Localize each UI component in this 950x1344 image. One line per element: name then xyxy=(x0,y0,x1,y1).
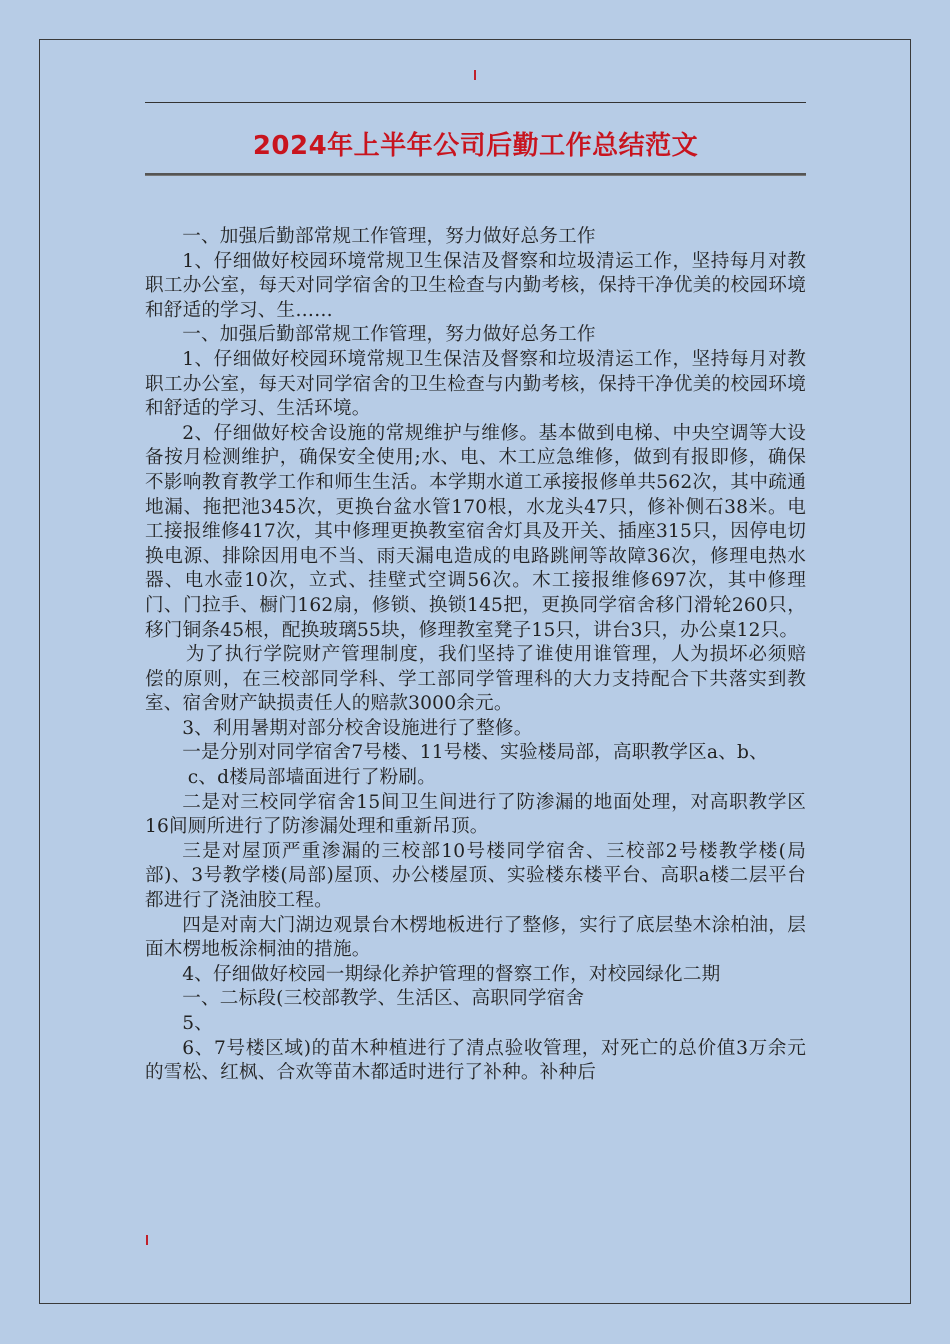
footer-cursor-mark xyxy=(146,1235,148,1245)
paragraph: 一是分别对同学宿舍7号楼、11号楼、实验楼局部，高职教学区a、b、 xyxy=(182,742,768,764)
document-title: 2024年上半年公司后勤工作总结范文 xyxy=(252,131,699,161)
paragraph: 三是对屋顶严重渗漏的三校部10号楼同学宿舍、三校部2号楼教学楼(局部)、3号教学楼(局部)屋顶、办公楼屋顶、实验楼东楼平台、高职a楼二层平台都进行了浇油胶工程。 xyxy=(145,840,806,912)
section-heading: 一、加强后勤部常规工作管理，努力做好总务工作 xyxy=(182,324,596,346)
paragraph: 5、 xyxy=(182,1013,214,1034)
paragraph: 一、二标段(三校部教学、生活区、高职同学宿舍 xyxy=(182,988,585,1010)
paragraph: 1、仔细做好校园环境常规卫生保洁及督察和垃圾清运工作，坚持每月对教职工办公室，每天对同学宿舍的卫生检查与内勤考核，保持干净优美的校园环境和舒适的学习、生…… xyxy=(145,250,806,321)
paragraph: c、d楼局部墙面进行了粉刷。 xyxy=(187,767,437,789)
header-cursor-mark xyxy=(474,70,476,80)
paragraph: 6、7号楼区域)的苗木种植进行了清点验收管理，对死亡的总价值3万余元的雪松、红枫、合欢等苗木都适时进行了补种。补种后 xyxy=(145,1037,806,1084)
header-rule xyxy=(145,102,806,103)
paragraph: 四是对南大门湖边观景台木楞地板进行了整修，实行了底层垫木涂柏油，层面木楞地板涂桐油的措施。 xyxy=(145,914,806,961)
document-body xyxy=(145,225,806,1086)
paragraph: 3、利用暑期对部分校舍设施进行了整修。 xyxy=(182,717,533,739)
paragraph: 1、仔细做好校园环境常规卫生保洁及督察和垃圾清运工作，坚持每月对教职工办公室，每天对同学宿舍的卫生检查与内勤考核，保持干净优美的校园环境和舒适的学习、生活环境。 xyxy=(145,348,806,420)
paragraph: 4、仔细做好校园一期绿化养护管理的督察工作，对校园绿化二期 xyxy=(182,963,721,985)
paragraph: 二是对三校同学宿舍15间卫生间进行了防渗漏的地面处理，对高职教学区16间厕所进行了防渗漏处理和重新吊顶。 xyxy=(145,791,806,838)
paragraph: 为了执行学院财产管理制度，我们坚持了谁使用谁管理，人为损坏必须赔偿的原则，在三校部同学科、学工部同学管理科的大力支持配合下共落实到教室、宿舍财产缺损责任人的赔款3000余元。 xyxy=(145,644,806,715)
paragraph: 2、仔细做好校舍设施的常规维护与维修。基本做到电梯、中央空调等大设备按月检测维护，确保安全使用;水、电、木工应急维修，做到有报即修，确保不影响教育教学工作和师生生活。本学期水道工承接报修单共562次，其中疏通地漏、拖把池345次，更换台盆水管170根，水龙头47只，修补侧石38米。电工接报维修417次，其中修理更换教室宿舍灯具及开关、插座315只，因停电切换电源、排除因用电不当、雨天漏电造成的电路跳闸等故障36次，修理电热水器、电水壶10次，立式、挂壁式空调56次。木工接报维修697次，其中修理门、门拉手、橱门162扇，修锁、换锁145把，更换同学宿舍移门滑轮260只，移门铜条45根，配换玻璃55块，修理教室凳子15只，讲台3只，办公桌12只。 xyxy=(145,422,806,641)
title-underline xyxy=(145,173,806,176)
section-heading: 一、加强后勤部常规工作管理，努力做好总务工作 xyxy=(182,226,596,247)
